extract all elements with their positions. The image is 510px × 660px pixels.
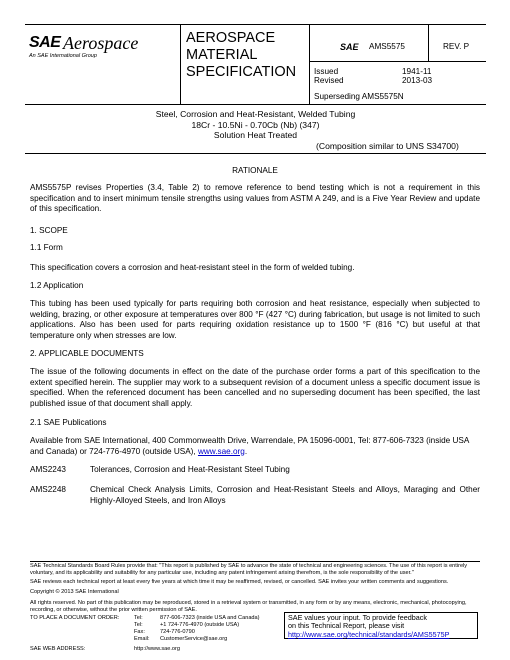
- footer-rule: [30, 561, 480, 562]
- section-1-2-heading: 1.2 Application: [30, 281, 84, 290]
- logo-tagline: An SAE International Group: [29, 53, 97, 59]
- contact-value-4: CustomerService@sae.org: [160, 636, 228, 642]
- title-bottom-rule: [25, 153, 486, 154]
- footer-rights: All rights reserved. No part of this publication may be reproduced, stored in a retrieval system or transmitted, in any form or by any means, electronic, mechanical, photocopying, recording, or otherwise, without the prior written permission of SAE.: [30, 600, 467, 614]
- revised-label: Revised: [314, 76, 344, 85]
- header-divider-3: [428, 24, 429, 62]
- header-mid-rule: [309, 61, 486, 62]
- feedback-link[interactable]: http://www.sae.org/technical/standards/AMS5575P: [288, 629, 450, 639]
- contact-label-4: Email:: [134, 636, 150, 642]
- section-1-1-text: This specification covers a corrosion and heat-resistant steel in the form of welded tubing.: [30, 263, 355, 272]
- contact-label-1: Tel:: [134, 615, 143, 621]
- web-address-value[interactable]: http://www.sae.org: [134, 646, 181, 652]
- feedback-line-1: SAE values your input. To provide feedback: [288, 613, 427, 622]
- superseding-note: Superseding AMS5575N: [314, 92, 404, 101]
- order-label: TO PLACE A DOCUMENT ORDER:: [30, 615, 120, 621]
- footer-copyright: Copyright © 2013 SAE International: [30, 589, 119, 595]
- issued-label: Issued: [314, 67, 339, 76]
- ref-text-2: Chemical Check Analysis Limits, Corrosion and Heat-Resistant Steels and Alloys, Maraging and Other Highly-Alloyed Steels, and Iron Alloys: [90, 485, 480, 505]
- sae-aerospace-logo: [29, 34, 179, 64]
- section-1-heading: 1. SCOPE: [30, 226, 68, 235]
- issued-date: 1941-11: [402, 67, 432, 76]
- revised-date: 2013-03: [402, 76, 433, 85]
- spec-title: [25, 109, 486, 141]
- section-2-1-text-end: .: [244, 446, 248, 456]
- ref-id-1: AMS2243: [30, 465, 66, 474]
- header-block: [25, 24, 486, 104]
- section-1-1-heading: 1.1 Form: [30, 243, 63, 252]
- title-line-3: Solution Heat Treated: [213, 130, 298, 140]
- title-line-1: Steel, Corrosion and Heat-Resistant, Welded Tubing: [155, 109, 356, 119]
- spec-number: AMS5575: [369, 42, 405, 51]
- header-top-rule: [25, 24, 486, 25]
- doc-type-line-1: AEROSPACE: [186, 30, 276, 46]
- sae-website-link[interactable]: www.sae.org: [197, 446, 245, 456]
- contact-value-2: +1 724-776-4970 (outside USA): [160, 622, 240, 628]
- rationale-paragraph: AMS5575P revises Properties (3.4, Table 2) to remove reference to bend testing which is not a requirement in this specification and to insert minimum tensile strengths using values from ASTM A 249, and is a Five Year Review and update of this specification.: [30, 183, 480, 214]
- header-bottom-rule: [25, 104, 486, 105]
- footer-review-note: SAE reviews each technical report at least every five years at which time it may be reaffirmed, revised, or cancelled. SAE invites your written comments and suggestions.: [30, 579, 449, 585]
- section-1-2-text: This tubing has been used typically for parts requiring both corrosion and heat resistance, especially when subjected to welding, brazing, or other exposure at temperatures over 800 °F (427 °C) during fabrication, but usage is not limited to such applications. Also has been used for parts requiring oxidation resistance up to 1500 °F (816 °C) but useful at that temperature only when stresses are low.: [30, 299, 480, 340]
- header-divider-2: [309, 24, 310, 104]
- contact-value-3: 724-776-0790: [160, 629, 195, 635]
- section-2-1-text: [30, 436, 480, 457]
- title-line-2: 18Cr - 10.5Ni - 0.70Cb (Nb) (347): [191, 119, 320, 130]
- logo-brand-text: Aerospace: [63, 33, 139, 53]
- header-divider-1: [180, 24, 181, 104]
- ref-text-1: Tolerances, Corrosion and Heat-Resistant Steel Tubing: [90, 465, 290, 474]
- contact-value-1: 877-606-7323 (inside USA and Canada): [160, 615, 260, 621]
- footer-board-rules: SAE Technical Standards Board Rules provide that: "This report is published by SAE to advance the state of technical and engineering sciences. The use of this report is entirely voluntary, and its applicability and suitability for any particular use, including any patent infringement arising therefrom, is the sole responsibility of the user.": [30, 563, 468, 577]
- revision-label: REV. P: [443, 42, 470, 51]
- web-address-label: SAE WEB ADDRESS:: [30, 646, 86, 652]
- contact-label-2: Tel:: [134, 622, 143, 628]
- doc-type-line-3: SPECIFICATION: [186, 64, 297, 80]
- ref-id-2: AMS2248: [30, 485, 66, 494]
- doc-type-line-2: MATERIAL: [186, 47, 258, 63]
- contact-label-3: Fax:: [134, 629, 145, 635]
- section-2-1-text-main: Available from SAE International, 400 Commonwealth Drive, Warrendale, PA 15096-0001, Tel: 877-606-7323 (inside USA and Canada) or 724-776-4970 (outside USA),: [30, 436, 469, 456]
- section-2-heading: 2. APPLICABLE DOCUMENTS: [30, 349, 144, 358]
- section-2-1-heading: 2.1 SAE Publications: [30, 418, 107, 427]
- title-composition-note: (Composition similar to UNS S34700): [316, 141, 459, 151]
- feedback-box: [284, 612, 478, 639]
- feedback-line-2: on this Technical Report, please visit: [288, 621, 405, 631]
- rationale-heading: RATIONALE: [232, 166, 278, 175]
- section-2-text: The issue of the following documents in effect on the date of the purchase order forms a part of this specification to the extent specified herein. The supplier may work to a subsequent revision of a document unless a specific document issue is specified. When the referenced document has been cancelled and no superseding document has been specified, the last published issue of that document shall apply.: [30, 367, 480, 408]
- logo-sae-mark: SAE: [29, 34, 61, 51]
- spec-sae-logo: SAE: [340, 42, 359, 52]
